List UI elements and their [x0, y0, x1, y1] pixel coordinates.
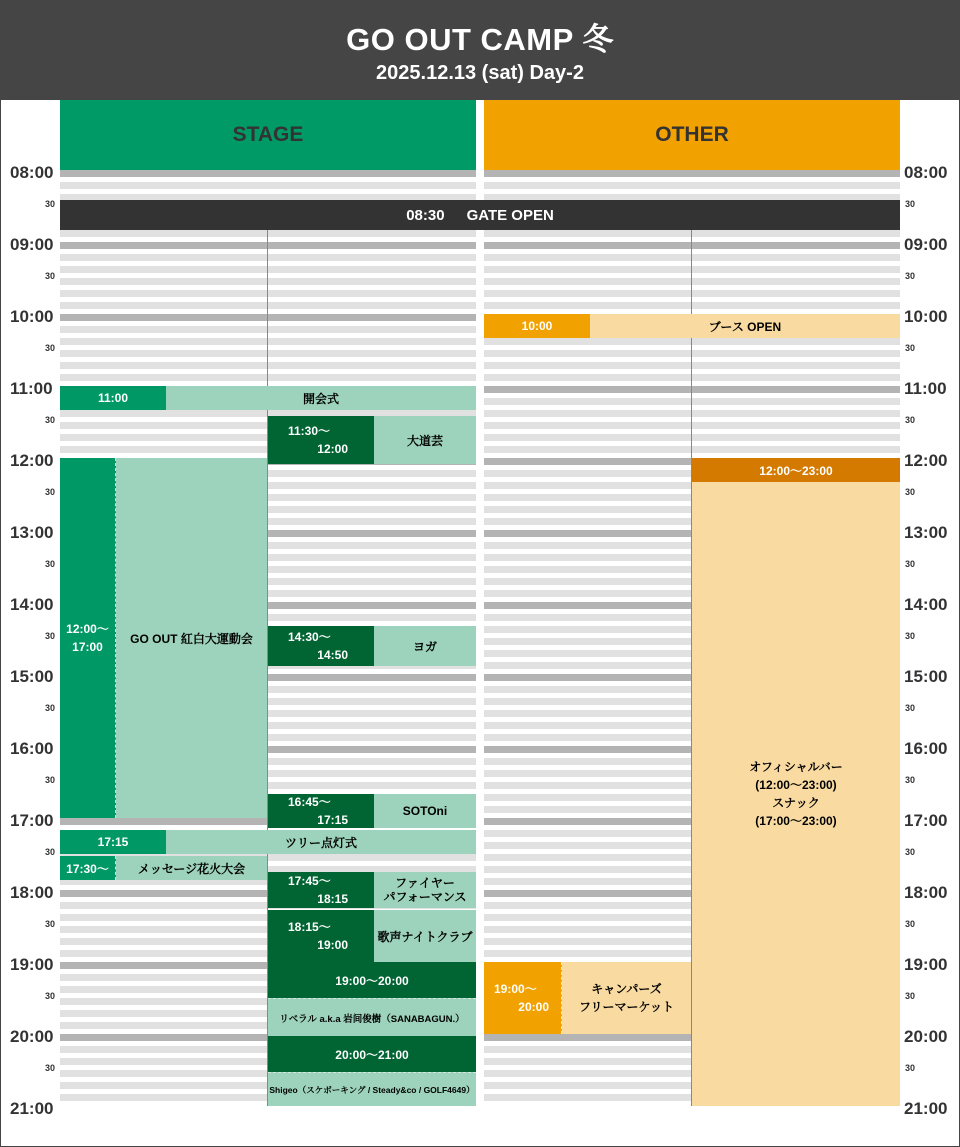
bar-label: [692, 482, 900, 1106]
bar-time: 12:00〜23:00: [692, 458, 900, 482]
page-subtitle: 2025.12.13 (sat) Day-2: [376, 62, 584, 84]
grid-stripe: [60, 350, 476, 357]
half-hour-label-left: 30: [45, 919, 56, 929]
grid-stripe: [484, 230, 900, 237]
undoukai-label: GO OUT 紅白大運動会: [130, 631, 253, 646]
fire-label-line-2: パフォーマンス: [383, 890, 467, 904]
liberal-time: 19:00〜20:00: [268, 962, 476, 998]
gate-label: GATE OPEN: [466, 206, 554, 224]
hour-label-right: 10:00: [904, 307, 948, 326]
night-time: [268, 910, 374, 962]
stage-column-header: STAGE: [60, 100, 476, 170]
free-market-event[interactable]: [484, 962, 691, 1034]
grid-stripe: [484, 446, 900, 453]
half-hour-label-left: 30: [45, 847, 56, 857]
shigeo-label: Shigeo（スケボーキング / Steady&co / GOLF4649）: [268, 1072, 476, 1106]
grid-stripe: [484, 374, 900, 381]
hanabi-label: メッセージ花火大会: [137, 861, 246, 876]
grid-stripe: [484, 422, 900, 429]
grid-stripe: [484, 182, 900, 189]
hour-label-right: 16:00: [904, 739, 948, 758]
fire-performance-event[interactable]: [268, 872, 476, 908]
half-hour-label-left: 30: [45, 703, 56, 713]
grid-stripe: [60, 374, 476, 381]
half-hour-label-right: 30: [905, 487, 916, 497]
night-end: 19:00: [317, 938, 348, 952]
night-start: 18:15〜: [288, 920, 331, 934]
opening-ceremony-event[interactable]: [60, 386, 476, 410]
grid-stripe: [60, 362, 476, 369]
hour-label-left: 10:00: [10, 307, 54, 326]
half-hour-label-left: 30: [45, 1063, 56, 1073]
grid-stripe: [484, 434, 900, 441]
half-hour-label-right: 30: [905, 199, 916, 209]
hour-label-left: 15:00: [10, 667, 54, 686]
half-hour-label-right: 30: [905, 1063, 916, 1073]
half-hour-label-left: 30: [45, 487, 56, 497]
grid-stripe: [484, 398, 900, 405]
page-title: GO OUT CAMP 冬: [346, 22, 614, 57]
hanabi-time: 17:30〜: [60, 856, 116, 880]
half-hour-label-left: 30: [45, 415, 56, 425]
half-hour-label-left: 30: [45, 775, 56, 785]
gate-open-bar: [60, 200, 900, 230]
official-bar-event[interactable]: [692, 458, 900, 1106]
grid-stripe: [60, 338, 476, 345]
fire-label-line-1: ファイヤー: [395, 876, 455, 890]
half-hour-label-right: 30: [905, 343, 916, 353]
half-hour-label-left: 30: [45, 631, 56, 641]
hour-label-left: 13:00: [10, 523, 54, 542]
half-hour-label-left: 30: [45, 343, 56, 353]
half-hour-label-left: 30: [45, 271, 56, 281]
booth-open-label: ブース OPEN: [708, 319, 782, 334]
gate-time: 08:30: [406, 206, 445, 224]
fire-time: [268, 872, 374, 908]
hour-label-right: 18:00: [904, 883, 948, 902]
market-end: 20:00: [518, 1000, 549, 1014]
hour-label-right: 14:00: [904, 595, 948, 614]
half-hour-label-left: 30: [45, 199, 56, 209]
undoukai-time: [60, 458, 116, 818]
grid-stripe: [484, 410, 900, 417]
hour-label-right: 09:00: [904, 235, 948, 254]
bar-label-line-4: (17:00〜23:00): [755, 814, 837, 828]
bar-label-line-1: オフィシャルバー: [749, 760, 843, 774]
hour-label-right: 20:00: [904, 1027, 948, 1046]
fire-label: [374, 872, 476, 908]
grid-stripe: [60, 242, 476, 249]
grid-stripe: [484, 302, 900, 309]
night-label: 歌声ナイトクラブ: [377, 929, 473, 944]
grid-stripe: [484, 266, 900, 273]
fire-end: 18:15: [317, 892, 348, 906]
hour-label-left: 21:00: [10, 1099, 54, 1118]
hour-label-left: 18:00: [10, 883, 54, 902]
half-hour-label-left: 30: [45, 559, 56, 569]
yoga-event[interactable]: [268, 626, 476, 666]
hour-label-right: 13:00: [904, 523, 948, 542]
grid-stripe: [484, 254, 900, 261]
half-hour-label-right: 30: [905, 775, 916, 785]
grid-stripe: [484, 350, 900, 357]
yoga-label: ヨガ: [412, 639, 437, 654]
grid-stripe: [60, 254, 476, 261]
yoga-end: 14:50: [317, 648, 348, 662]
grid-stripe: [484, 362, 900, 369]
grid-stripe: [60, 290, 476, 297]
other-column-header: OTHER: [484, 100, 900, 170]
sotoni-end: 17:15: [317, 813, 348, 827]
hour-label-left: 17:00: [10, 811, 54, 830]
shigeo-event[interactable]: [268, 1036, 476, 1106]
market-time: [484, 962, 562, 1034]
market-label-line-2: フリーマーケット: [579, 1000, 674, 1014]
bar-label-line-2: (12:00〜23:00): [755, 778, 837, 792]
opening-time: 11:00: [60, 386, 166, 410]
hour-label-left: 09:00: [10, 235, 54, 254]
half-hour-label-right: 30: [905, 847, 916, 857]
tree-time: 17:15: [60, 830, 166, 854]
hour-label-right: 11:00: [904, 379, 947, 398]
grid-stripe: [484, 338, 900, 345]
header: [0, 0, 960, 100]
grid-stripe: [60, 314, 476, 321]
grid-stripe: [60, 230, 476, 237]
half-hour-label-right: 30: [905, 631, 916, 641]
grid-stripe: [484, 278, 900, 285]
booth-open-event[interactable]: [484, 314, 900, 338]
hour-label-right: 19:00: [904, 955, 948, 974]
daidogei-end: 12:00: [317, 442, 348, 456]
grid-stripe: [60, 278, 476, 285]
half-hour-label-right: 30: [905, 559, 916, 569]
sotoni-start: 16:45〜: [288, 795, 331, 809]
half-hour-label-right: 30: [905, 919, 916, 929]
half-hour-label-right: 30: [905, 703, 916, 713]
yoga-start: 14:30〜: [288, 630, 331, 644]
grid-stripe: [484, 290, 900, 297]
grid-stripe: [484, 386, 900, 393]
hour-label-left: 16:00: [10, 739, 54, 758]
opening-label: 開会式: [302, 391, 339, 406]
hour-label-left: 08:00: [10, 163, 54, 182]
booth-open-time: 10:00: [484, 314, 590, 338]
hour-label-left: 11:00: [10, 379, 53, 398]
liberal-event[interactable]: [268, 962, 476, 1036]
night-club-event[interactable]: [268, 910, 476, 962]
daidogei-label: 大道芸: [406, 433, 443, 448]
shigeo-time: 20:00〜21:00: [268, 1036, 476, 1072]
tree-lighting-event[interactable]: [60, 830, 476, 854]
hour-label-left: 20:00: [10, 1027, 54, 1046]
fire-start: 17:45〜: [288, 874, 331, 888]
hour-label-right: 15:00: [904, 667, 948, 686]
bar-label-line-3: スナック: [772, 796, 820, 810]
grid-stripe: [60, 266, 476, 273]
sotoni-event[interactable]: [268, 794, 476, 828]
grid-stripe: [60, 182, 476, 189]
daidogei-time: [268, 416, 374, 464]
undoukai-event[interactable]: [60, 458, 267, 818]
undoukai-end: 17:00: [72, 640, 103, 654]
hour-label-right: 17:00: [904, 811, 948, 830]
grid-stripe: [60, 170, 476, 177]
hour-label-right: 21:00: [904, 1099, 948, 1118]
daidogei-event[interactable]: [268, 416, 476, 464]
liberal-label: リベラル a.k.a 岩间俊樹（SANABAGUN.）: [268, 998, 476, 1036]
grid-stripe: [484, 242, 900, 249]
yoga-time: [268, 626, 374, 666]
grid-stripe: [60, 326, 476, 333]
undoukai-start: 12:00〜: [66, 622, 109, 636]
hour-label-left: 12:00: [10, 451, 54, 470]
half-hour-label-right: 30: [905, 271, 916, 281]
sotoni-label: SOTOni: [402, 804, 448, 818]
daidogei-start: 11:30〜: [288, 424, 331, 438]
hour-label-left: 19:00: [10, 955, 54, 974]
half-hour-label-left: 30: [45, 991, 56, 1001]
half-hour-label-right: 30: [905, 991, 916, 1001]
hanabi-event[interactable]: [60, 856, 267, 880]
hour-label-left: 14:00: [10, 595, 54, 614]
market-start: 19:00〜: [494, 982, 537, 996]
tree-label: ツリー点灯式: [284, 835, 357, 850]
half-hour-label-right: 30: [905, 415, 916, 425]
sotoni-time: [268, 794, 374, 828]
hour-label-right: 12:00: [904, 451, 948, 470]
market-label-line-1: キャンパーズ: [591, 982, 662, 996]
grid-stripe: [484, 170, 900, 177]
grid-stripe: [60, 302, 476, 309]
hour-label-right: 08:00: [904, 163, 948, 182]
market-label: [562, 962, 691, 1034]
